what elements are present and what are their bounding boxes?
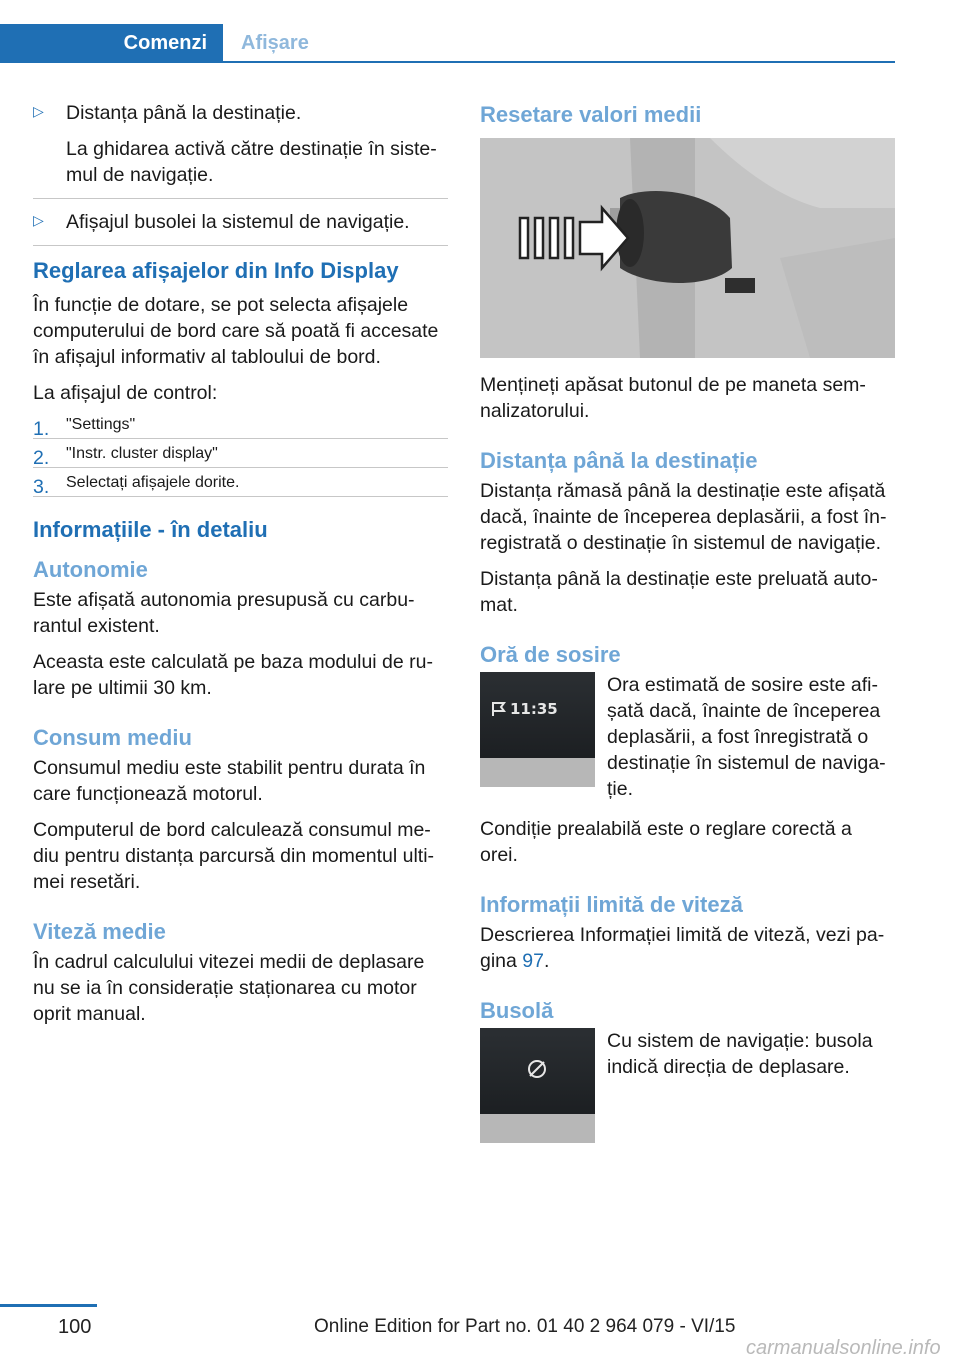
paragraph: Descrierea Informației limită de viteză, vezi pa‐gina 97. xyxy=(480,924,885,972)
paragraph: Ora estimată de sosire este afi‐șată dacă, înainte de începerea deplasării, a fost înregistrată o destinație în sistemul de naviga‐ție. xyxy=(607,674,886,800)
heading-ora: Oră de sosire xyxy=(480,642,621,667)
paragraph: Computerul de bord calculează consumul me‐diu pentru distanța parcursă din momentul ulti‐mei resetări. xyxy=(33,819,435,893)
paragraph: În cadrul calculului vitezei medii de deplasare nu se ia în considerație staționarea cu motor oprit manual. xyxy=(33,951,425,1025)
triangle-bullet-icon: ▷ xyxy=(33,103,44,119)
paragraph: Consumul mediu este stabilit pentru durata în care funcționează motorul. xyxy=(33,757,426,805)
tab-afisare[interactable]: Afișare xyxy=(241,31,309,54)
numbered-list xyxy=(33,416,448,497)
heading-limita: Informații limită de viteză xyxy=(480,892,743,917)
paragraph: Mențineți apăsat butonul de pe maneta sem‐nalizatorului. xyxy=(480,374,866,422)
bullet-list xyxy=(33,100,448,246)
page-number: 100 xyxy=(58,1316,92,1338)
heading-consum: Consum mediu xyxy=(33,725,192,750)
arrival-time-block xyxy=(480,672,895,812)
compass-icon xyxy=(526,1058,548,1080)
paragraph: Este afișată autonomia presupusă cu carbu‐rantul existent. xyxy=(33,589,415,637)
paragraph: La afișajul de control: xyxy=(33,382,218,404)
arrival-time-value: 11:35 xyxy=(510,700,558,718)
divider xyxy=(33,496,448,497)
heading-autonomie: Autonomie xyxy=(33,557,148,582)
destination-flag-icon xyxy=(490,700,508,718)
bullet-item: ▷ Distanța până la destinație. La ghidarea activă către destinație în siste‐mul de navigație. xyxy=(33,102,437,186)
heading-resetare: Resetare valori medii xyxy=(480,102,702,127)
triangle-bullet-icon: ▷ xyxy=(33,212,44,228)
header-tabs xyxy=(0,24,895,62)
tab-comenzi[interactable]: Comenzi xyxy=(0,24,223,62)
divider xyxy=(33,245,448,246)
edition-text: Online Edition for Part no. 01 40 2 964 079 - VI/15 xyxy=(314,1316,736,1337)
heading-reglarea: Reglarea afișajelor din Info Display xyxy=(33,258,399,283)
footer-divider xyxy=(0,1304,97,1307)
heading-informatii: Informațiile - în detaliu xyxy=(33,517,268,542)
list-item: 1. "Settings" xyxy=(33,416,136,440)
list-item: 2. "Instr. cluster display" xyxy=(33,445,218,469)
paragraph: Cu sistem de navigație: busola indică direcția de deplasare. xyxy=(607,1030,873,1078)
paragraph: Aceasta este calculată pe baza modului de ru‐lare pe ultimii 30 km. xyxy=(33,651,433,699)
watermark: carmanualsonline.info xyxy=(746,1337,941,1359)
bullet-item: ▷ Afișajul busolei la sistemul de navigație. xyxy=(33,211,410,233)
arrival-time-display xyxy=(480,672,595,787)
heading-busola: Busolă xyxy=(480,998,554,1023)
divider xyxy=(33,467,448,468)
heading-distanta: Distanța până la destinație xyxy=(480,448,758,473)
divider xyxy=(33,198,448,199)
list-item: 3. Selectați afișajele dorite. xyxy=(33,474,240,498)
header-divider xyxy=(0,61,895,63)
heading-viteza: Viteză medie xyxy=(33,919,166,944)
page-link[interactable]: 97 xyxy=(522,950,544,972)
paragraph: Distanța până la destinație este preluată auto‐mat. xyxy=(480,568,878,616)
right-column xyxy=(480,100,895,1147)
turn-signal-lever-illustration xyxy=(480,138,895,358)
divider xyxy=(33,438,448,439)
compass-block xyxy=(480,1028,895,1143)
paragraph: Condiție prealabilă este o reglare corectă a orei. xyxy=(480,818,852,866)
turn-signal-lever-photo xyxy=(480,138,895,358)
compass-display xyxy=(480,1028,595,1143)
paragraph: Distanța rămasă până la destinație este afișată dacă, înainte de începerea deplasării, a fost în‐registrată o destinație în sistemul de navigație. xyxy=(480,480,887,554)
left-column xyxy=(33,100,448,1037)
paragraph: În funcție de dotare, se pot selecta afișajele computerului de bord care să poată fi accesate în afișajul informativ al tabloului de bord. xyxy=(33,294,439,368)
